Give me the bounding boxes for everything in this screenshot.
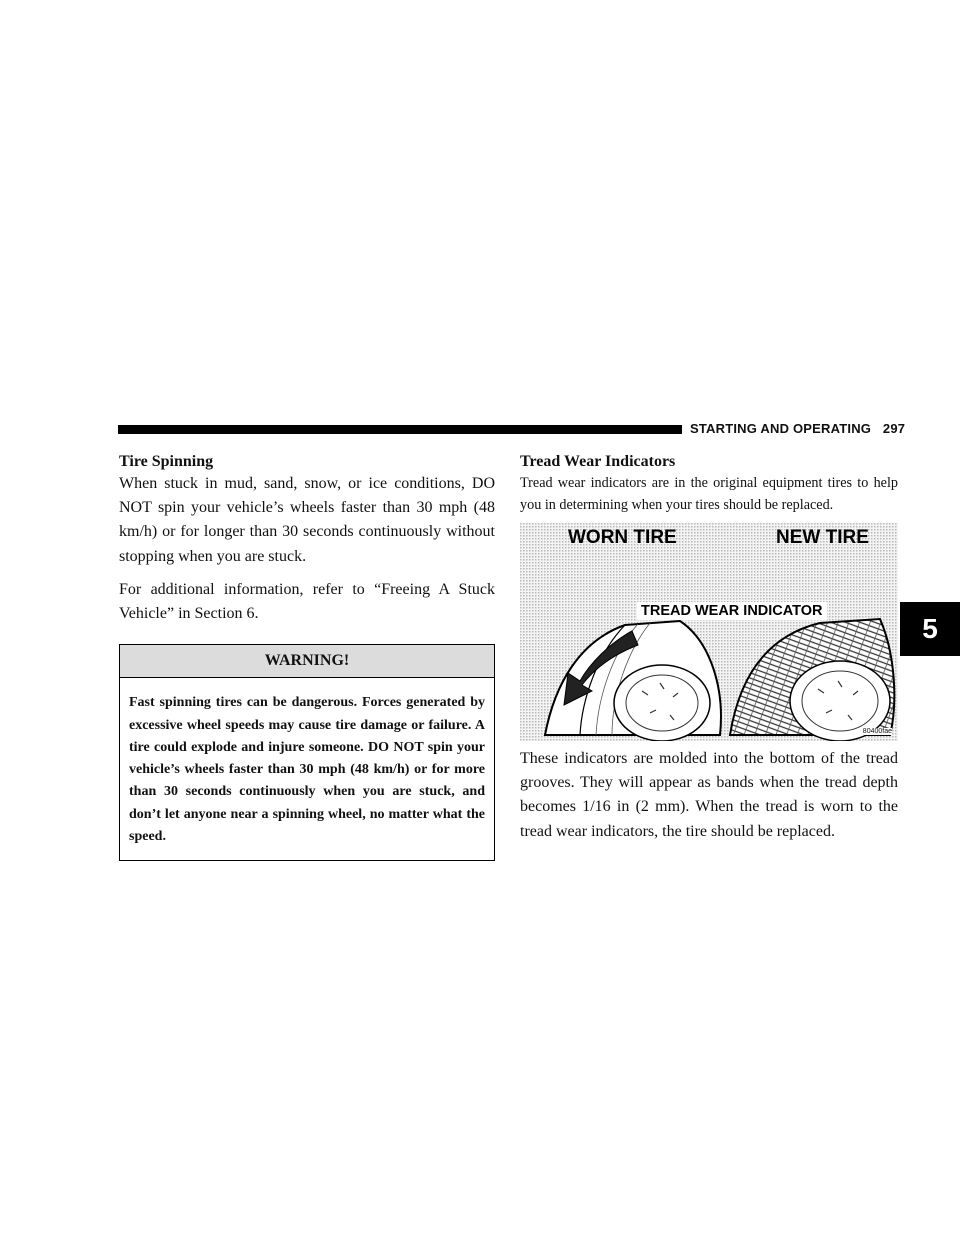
- figure-code: 80400fae: [862, 728, 892, 735]
- tread-wear-figure: [520, 523, 898, 741]
- header-rule: [118, 425, 682, 434]
- running-header: [690, 421, 905, 436]
- right-column: [520, 451, 898, 844]
- section-tab: 5: [900, 602, 960, 656]
- tire-spinning-paragraph: When stuck in mud, sand, snow, or ice conditions, DO NOT spin your vehicle’s wheels faster than 30 mph (48 km/h) or for longer than 30 seconds continuously without stopping when you are stuck.: [119, 475, 495, 565]
- tire-illustration: [520, 523, 898, 741]
- new-tire-label: NEW TIRE: [776, 527, 869, 548]
- tread-wear-indicator-label: TREAD WEAR INDICATOR: [637, 602, 827, 620]
- left-column: [119, 451, 495, 861]
- worn-tire-label: WORN TIRE: [568, 527, 677, 548]
- additional-info-paragraph: For additional information, refer to “Freeing A Stuck Vehicle” in Section 6.: [119, 580, 495, 623]
- tread-wear-heading: Tread Wear Indicators: [520, 453, 676, 470]
- warning-title: WARNING!: [120, 645, 494, 678]
- tread-wear-intro: Tread wear indicators are in the original equipment tires to help you in determining when your tires should be replaced.: [520, 475, 898, 513]
- warning-text: Fast spinning tires can be dangerous. Forces generated by excessive wheel speeds may cause tire damage or failure. A tire could explode and injure someone. DO NOT spin your vehicle’s wheels faster than 30 mph (48 km/h) or for more than 30 seconds continuously when you are stuck, and don’t let anyone near a spinning wheel, no matter what the speed.: [129, 695, 485, 844]
- page-number: 297: [882, 421, 906, 436]
- tire-spinning-heading: Tire Spinning: [119, 453, 214, 470]
- tread-wear-paragraph: These indicators are molded into the bottom of the tread grooves. They will appear as bands when the tread depth becomes 1/16 in (2 mm). When the tread is worn to the tread wear indicators, the tire should be replaced.: [520, 750, 898, 840]
- header-section-title: STARTING AND OPERATING: [690, 421, 872, 436]
- warning-box: [119, 644, 495, 861]
